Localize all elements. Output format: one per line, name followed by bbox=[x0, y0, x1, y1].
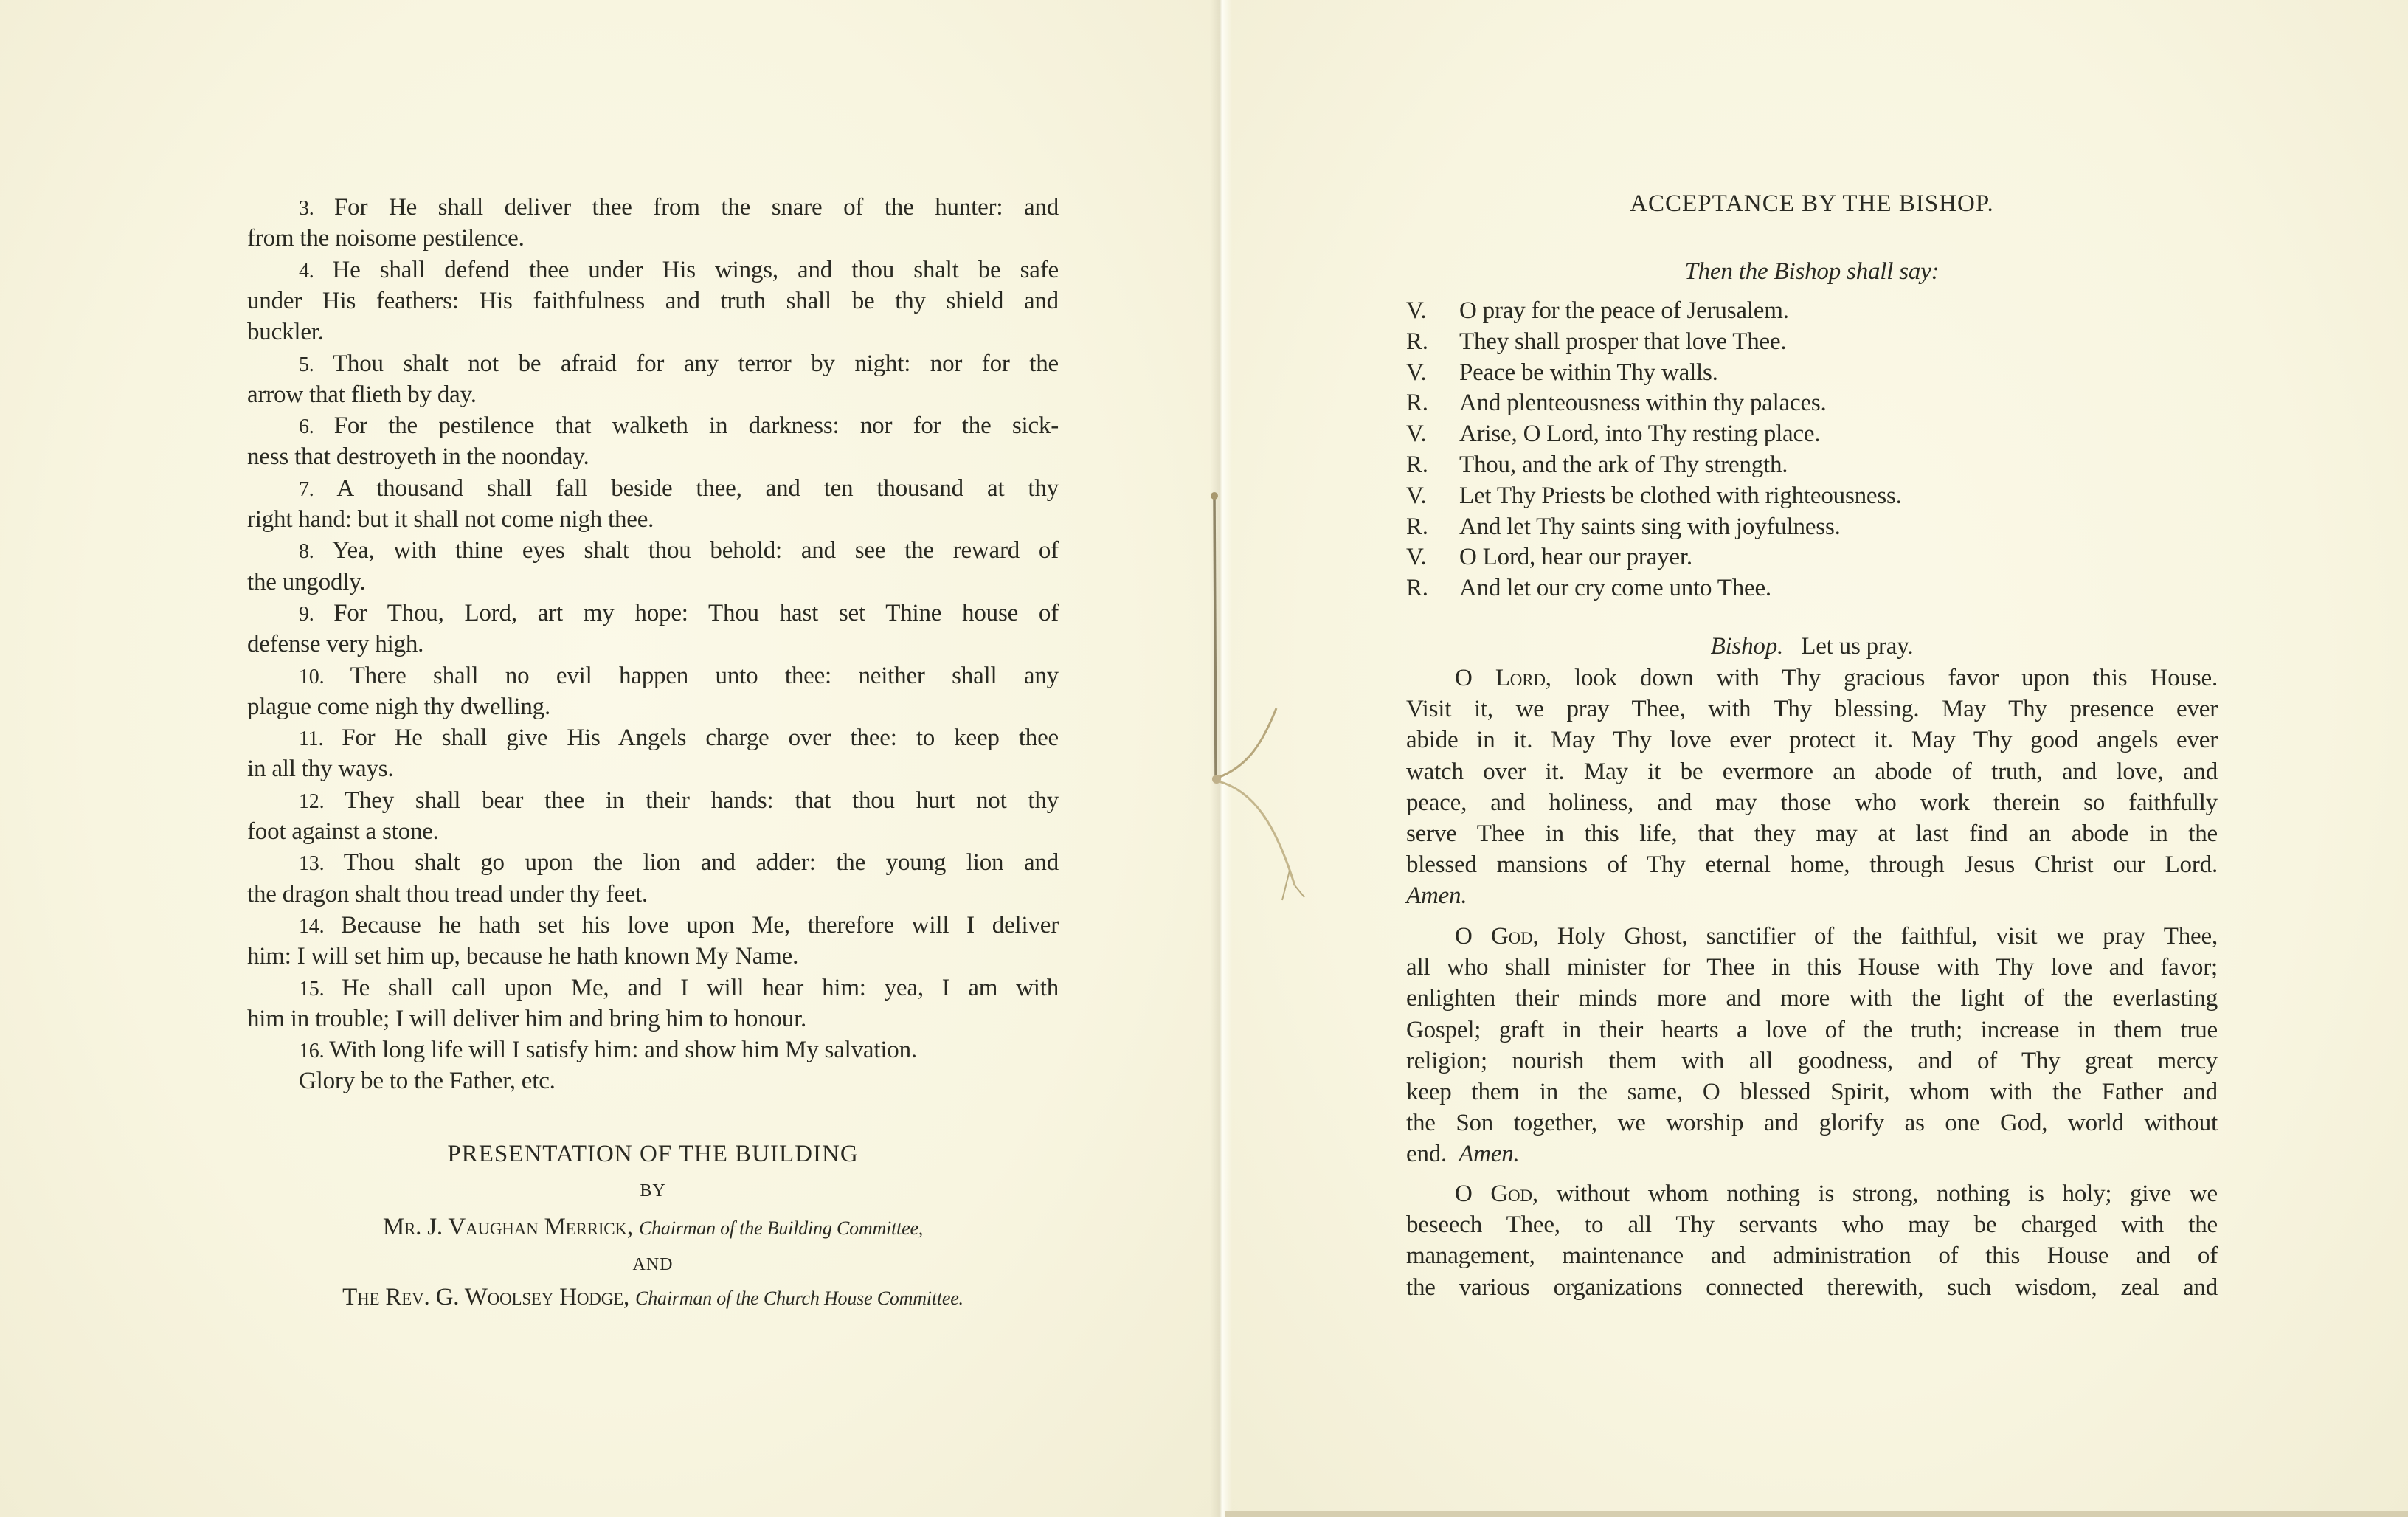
versicle-marker: V. bbox=[1406, 421, 1427, 448]
prayer-text: Gospel; graft in their hearts a love of the truth; increase in them true bbox=[1406, 1016, 2218, 1043]
verse-line bbox=[247, 1003, 1059, 1034]
verse-text: buckler. bbox=[247, 319, 324, 346]
verse-number: 7. bbox=[299, 477, 337, 501]
presenter-2 bbox=[247, 1282, 1059, 1314]
prayer-2-line bbox=[1406, 983, 2218, 1014]
verse-first-line bbox=[247, 722, 1059, 755]
prayer-1-amen bbox=[1406, 880, 2218, 911]
verse-text: plague come nigh thy dwelling. bbox=[247, 693, 550, 720]
verse-first-line bbox=[247, 598, 1059, 630]
prayer-text: peace, and holiness, and may those who work therein so faithfully bbox=[1406, 789, 2218, 816]
prayer-2-line bbox=[1406, 1015, 2218, 1046]
prayer-2-amen bbox=[1406, 1138, 2218, 1169]
prayer-1-first-line bbox=[1406, 663, 2218, 694]
verse-line bbox=[247, 317, 1059, 348]
verse-number: 10. bbox=[299, 665, 350, 688]
prayer-opening: O bbox=[1455, 923, 1492, 950]
presenter-1-role: Chairman of the Building Committee, bbox=[638, 1217, 924, 1239]
verse-text: For He shall deliver thee from the snare of the hunter: and bbox=[334, 194, 1059, 221]
verse-text: under His feathers: His faithfulness and truth shall be thy shield and bbox=[247, 287, 1059, 314]
prayer-1-line bbox=[1406, 818, 2218, 849]
prayer-text: religion; nourish them with all goodness, and of Thy great mercy bbox=[1406, 1047, 2218, 1074]
gloria-patri: Glory be to the Father, etc. bbox=[299, 1068, 556, 1095]
verse-text: in all thy ways. bbox=[247, 756, 394, 783]
verse-line bbox=[247, 379, 1059, 410]
verse-text: defense very high. bbox=[247, 631, 424, 658]
verse-text: Thou shalt go upon the lion and adder: the young lion and bbox=[343, 849, 1059, 877]
verse-number: 3. bbox=[299, 197, 335, 220]
prayer-2-line bbox=[1406, 1107, 2218, 1138]
acceptance-title: ACCEPTANCE BY THE BISHOP. bbox=[1630, 190, 1994, 217]
verse-text: For the pestilence that walketh in darkness: nor for the sick- bbox=[333, 412, 1059, 440]
presentation-title: PRESENTATION OF THE BUILDING bbox=[447, 1141, 859, 1167]
verse-text: him in trouble; I will deliver him and bring him to honour. bbox=[247, 1005, 807, 1032]
verse-text: There shall no evil happen unto thee: neither shall any bbox=[350, 662, 1059, 689]
response-marker: R. bbox=[1406, 328, 1428, 355]
prayer-2-end: end. bbox=[1406, 1141, 1447, 1168]
verse-line bbox=[247, 879, 1059, 910]
verse-first-line bbox=[247, 255, 1059, 287]
verse-first-line bbox=[247, 1034, 1059, 1067]
response-marker: R. bbox=[1406, 575, 1428, 602]
verse-first-line bbox=[247, 473, 1059, 505]
binding-string-icon bbox=[1203, 487, 1350, 915]
prayer-2-line bbox=[1406, 1046, 2218, 1077]
verse-number: 14. bbox=[299, 914, 341, 938]
versicle-line bbox=[1406, 387, 2218, 418]
presenter-1-name: Mr. J. Vaughan Merrick, bbox=[382, 1214, 633, 1240]
verse-number: 5. bbox=[299, 353, 333, 376]
prayer-2-line bbox=[1406, 952, 2218, 983]
verse-first-line bbox=[247, 192, 1059, 224]
prayer-opening: O bbox=[1455, 665, 1495, 691]
bishop-label: Bishop. bbox=[1710, 633, 1784, 660]
let-us-pray: Let us pray. bbox=[1801, 633, 1914, 660]
prayer-text: abide in it. May Thy love ever protect it. May Thy good angels ever bbox=[1406, 727, 2218, 754]
verse-text: right hand: but it shall not come nigh thee. bbox=[247, 506, 654, 533]
verse-text: the dragon shalt thou tread under thy feet. bbox=[247, 880, 648, 908]
prayer-2-line bbox=[1406, 1077, 2218, 1107]
verse-line bbox=[247, 691, 1059, 722]
prayer-1-line bbox=[1406, 694, 2218, 725]
prayer-2-first-line bbox=[1406, 921, 2218, 952]
versicle-line bbox=[1406, 449, 2218, 480]
verse-text: ness that destroyeth in the noonday. bbox=[247, 443, 589, 471]
verse-first-line bbox=[247, 535, 1059, 567]
page-bottom-edge bbox=[1225, 1511, 2408, 1517]
versicle-text: O pray for the peace of Jerusalem. bbox=[1459, 297, 1789, 324]
verse-first-line bbox=[247, 785, 1059, 818]
verse-first-line bbox=[247, 847, 1059, 880]
prayer-3-first-line bbox=[1406, 1178, 2218, 1209]
prayer-text: keep them in the same, O blessed Spirit, whom with the Father and bbox=[1406, 1079, 2218, 1105]
presentation-and: AND bbox=[632, 1255, 674, 1274]
versicle-line bbox=[1406, 542, 2218, 573]
presentation-by: BY bbox=[640, 1181, 666, 1200]
versicle-line bbox=[1406, 511, 2218, 542]
verse-text: For Thou, Lord, art my hope: Thou hast set Thine house of bbox=[333, 599, 1059, 626]
verse-number: 13. bbox=[299, 852, 344, 876]
verse-line bbox=[247, 629, 1059, 660]
verse-number: 15. bbox=[299, 977, 342, 1001]
verse-number: 6. bbox=[299, 415, 334, 439]
prayer-text: watch over it. May it be evermore an abode of truth, and love, and bbox=[1406, 758, 2218, 785]
prayer-text: the Son together, we worship and glorify as one God, world without bbox=[1406, 1110, 2218, 1137]
prayer-3-line bbox=[1406, 1209, 2218, 1240]
presenter-2-name: The Rev. G. Woolsey Hodge, bbox=[342, 1284, 630, 1310]
verse-number: 11. bbox=[299, 728, 342, 751]
versicle-line bbox=[1406, 295, 2218, 326]
prayer-1-line bbox=[1406, 756, 2218, 787]
prayer-text: management, maintenance and administration of this House and of bbox=[1406, 1243, 2218, 1270]
verse-number: 9. bbox=[299, 602, 334, 626]
versicle-marker: V. bbox=[1406, 544, 1427, 571]
verse-line bbox=[247, 567, 1059, 598]
response-marker: R. bbox=[1406, 513, 1428, 540]
verse-line bbox=[247, 286, 1059, 317]
versicle-text: And let Thy saints sing with joyfulness. bbox=[1459, 513, 1841, 540]
prayer-text: , Holy Ghost, sanctifier of the faithful, visit we pray Thee, bbox=[1532, 923, 2218, 950]
verse-number: 8. bbox=[299, 540, 333, 564]
prayer-text: , look down with Thy gracious favor upon this House. bbox=[1545, 665, 2218, 691]
let-us-pray-line bbox=[1406, 631, 2218, 662]
versicle-line bbox=[1406, 480, 2218, 511]
versicle-text: And plenteousness within thy palaces. bbox=[1459, 390, 1827, 417]
prayer-text: serve Thee in this life, that they may at last find an abode in the bbox=[1406, 820, 2218, 847]
verse-first-line bbox=[247, 348, 1059, 381]
verse-text: Yea, with thine eyes shalt thou behold: and see the reward of bbox=[332, 537, 1059, 564]
verse-text: He shall call upon Me, and I will hear him: yea, I am with bbox=[342, 974, 1059, 1001]
prayer-3-line bbox=[1406, 1272, 2218, 1303]
verse-number: 12. bbox=[299, 789, 345, 813]
amen: Amen. bbox=[1459, 1141, 1520, 1168]
prayer-text: blessed mansions of Thy eternal home, through Jesus Christ our Lord. bbox=[1406, 851, 2218, 879]
verse-line bbox=[247, 441, 1059, 472]
versicle-line bbox=[1406, 418, 2218, 449]
verse-line bbox=[247, 504, 1059, 535]
prayer-3-line bbox=[1406, 1240, 2218, 1271]
versicle-marker: V. bbox=[1406, 359, 1427, 386]
presenter-2-role: Chairman of the Church House Committee. bbox=[635, 1288, 963, 1309]
prayer-text: , without whom nothing is strong, nothing is holy; give we bbox=[1532, 1181, 2218, 1207]
versicle-line bbox=[1406, 357, 2218, 388]
prayer-text: all who shall minister for Thee in this House with Thy love and favor; bbox=[1406, 954, 2218, 981]
rubric: Then the Bishop shall say: bbox=[1684, 258, 1940, 285]
verse-text: foot against a stone. bbox=[247, 818, 439, 845]
versicle-marker: V. bbox=[1406, 482, 1427, 509]
versicle-text: Peace be within Thy walls. bbox=[1459, 359, 1718, 386]
verse-line bbox=[247, 941, 1059, 972]
prayer-opening: O bbox=[1455, 1181, 1491, 1207]
verse-line bbox=[247, 753, 1059, 784]
versicle-text: Thou, and the ark of Thy strength. bbox=[1459, 452, 1788, 478]
versicle-text: And let our cry come unto Thee. bbox=[1459, 575, 1771, 602]
versicle-marker: V. bbox=[1406, 297, 1427, 324]
verse-first-line bbox=[247, 660, 1059, 693]
verse-text: him: I will set him up, because he hath known My Name. bbox=[247, 943, 799, 970]
verse-text: He shall defend thee under His wings, and thou shalt be safe bbox=[332, 256, 1059, 283]
verse-text: Thou shalt not be afraid for any terror by night: nor for the bbox=[332, 350, 1059, 377]
prayer-text: beseech Thee, to all Thy servants who may be charged with the bbox=[1406, 1212, 2218, 1239]
verse-text: the ungodly. bbox=[247, 568, 366, 595]
verse-first-line bbox=[247, 972, 1059, 1005]
prayer-1-line bbox=[1406, 849, 2218, 880]
verse-text: arrow that flieth by day. bbox=[247, 381, 477, 408]
verse-text: With long life will I satisfy him: and show him My salvation. bbox=[329, 1037, 917, 1064]
verse-line bbox=[247, 223, 1059, 254]
prayer-text: enlighten their minds more and more with the light of the everlasting bbox=[1406, 985, 2218, 1012]
prayer-text: Visit it, we pray Thee, with Thy blessing. May Thy presence ever bbox=[1406, 696, 2218, 723]
prayer-1-line bbox=[1406, 787, 2218, 818]
verse-text: They shall bear thee in their hands: that thou hurt not thy bbox=[345, 787, 1059, 814]
versicle-line bbox=[1406, 326, 2218, 357]
versicle-text: Let Thy Priests be clothed with righteousness. bbox=[1459, 482, 1902, 509]
verse-text: A thousand shall fall beside thee, and ten thousand at thy bbox=[336, 474, 1059, 502]
verse-text: Because he hath set his love upon Me, therefore will I deliver bbox=[340, 911, 1059, 939]
verse-number: 16. bbox=[299, 1040, 330, 1063]
prayer-1-line bbox=[1406, 725, 2218, 756]
versicle-text: Arise, O Lord, into Thy resting place. bbox=[1459, 421, 1821, 448]
versicle-text: O Lord, hear our prayer. bbox=[1459, 544, 1692, 571]
amen: Amen. bbox=[1406, 882, 1467, 910]
presenter-1 bbox=[247, 1212, 1059, 1244]
verse-first-line bbox=[247, 910, 1059, 942]
prayer-text: the various organizations connected therewith, such wisdom, zeal and bbox=[1406, 1274, 2218, 1301]
verse-text: For He shall give His Angels charge over thee: to keep thee bbox=[342, 725, 1059, 752]
divine-name: Lord bbox=[1495, 665, 1546, 691]
response-marker: R. bbox=[1406, 452, 1428, 478]
versicle-text: They shall prosper that love Thee. bbox=[1459, 328, 1787, 355]
divine-name: God bbox=[1491, 923, 1533, 950]
verse-number: 4. bbox=[299, 259, 333, 283]
verse-first-line bbox=[247, 410, 1059, 443]
versicle-line bbox=[1406, 573, 2218, 604]
response-marker: R. bbox=[1406, 390, 1428, 417]
divine-name: God bbox=[1490, 1181, 1532, 1207]
verse-line bbox=[247, 816, 1059, 847]
verse-text: from the noisome pestilence. bbox=[247, 225, 525, 252]
prayer-text bbox=[1447, 1141, 1459, 1167]
